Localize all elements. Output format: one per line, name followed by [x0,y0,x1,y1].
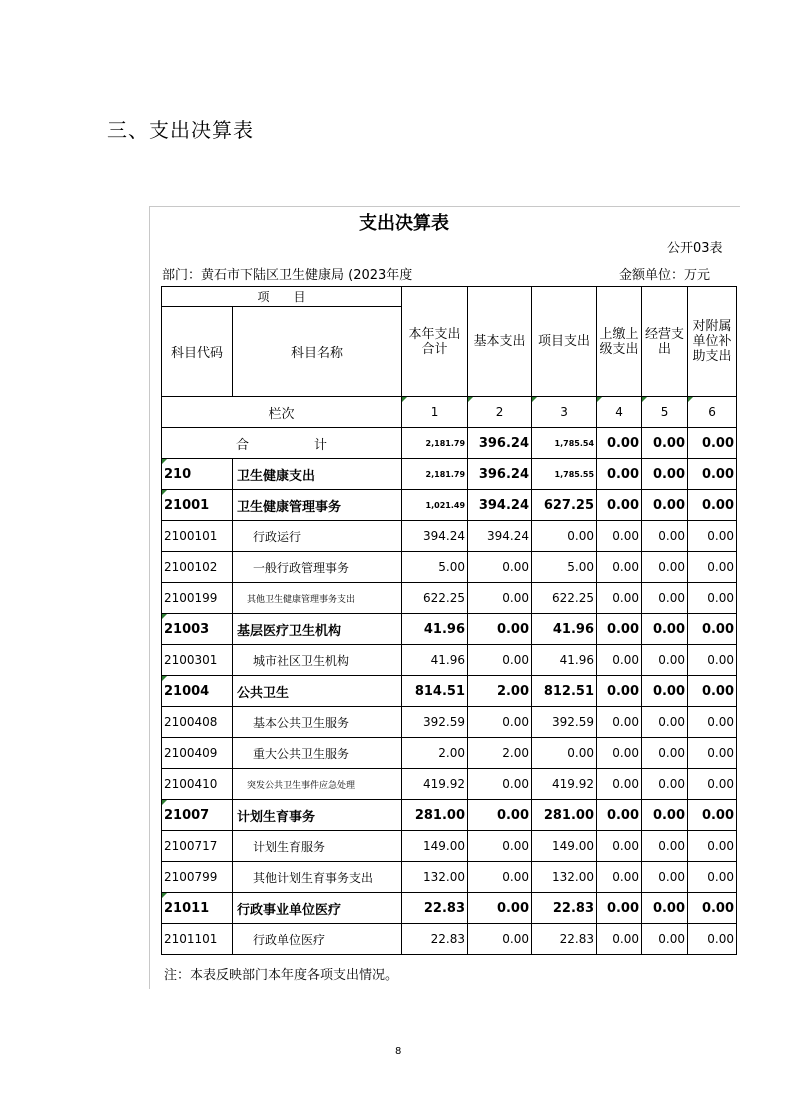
amount-cell: 0.00 [468,831,532,862]
amount-cell: 0.00 [688,707,737,738]
subject-name: 基本公共卫生服务 [233,707,402,738]
amount-cell: 0.00 [688,490,737,521]
subject-name: 其他卫生健康管理事务支出 [233,583,402,614]
amount-cell: 0.00 [688,521,737,552]
amount-cell: 0.00 [642,738,688,769]
amount-cell: 0.00 [642,490,688,521]
amount-cell: 0.00 [468,924,532,955]
amount-cell: 0.00 [597,614,642,645]
amount-cell: 622.25 [532,583,597,614]
form-code: 公开03表 [667,241,723,256]
amount-cell: 392.59 [402,707,468,738]
amount-cell: 41.96 [532,645,597,676]
expenditure-table [161,286,737,955]
amount-cell: 0.00 [597,676,642,707]
subject-code: 21011 [162,893,233,924]
amount-cell: 0.00 [468,614,532,645]
amount-cell: 132.00 [532,862,597,893]
subject-code: 2100408 [162,707,233,738]
amount-cell: 0.00 [642,707,688,738]
amount-cell: 419.92 [402,769,468,800]
amount-cell: 0.00 [642,800,688,831]
subject-name: 行政单位医疗 [233,924,402,955]
amount-cell: 281.00 [402,800,468,831]
amount-cell: 5.00 [532,552,597,583]
header-basic: 基本支出 [468,287,532,397]
amount-cell: 0.00 [642,676,688,707]
total-value: 1,785.54 [532,428,597,459]
table-row [162,831,737,862]
subject-name: 卫生健康管理事务 [233,490,402,521]
amount-cell: 0.00 [642,614,688,645]
amount-cell: 0.00 [597,645,642,676]
header-upper: 上缴上级支出 [597,287,642,397]
amount-cell: 396.24 [468,459,532,490]
amount-cell: 0.00 [468,645,532,676]
amount-cell: 0.00 [688,645,737,676]
amount-cell: 22.83 [532,893,597,924]
section-heading: 三、支出决算表 [107,118,254,142]
amount-cell: 0.00 [597,707,642,738]
subject-code: 2100409 [162,738,233,769]
column-number: 4 [597,397,642,428]
amount-cell: 0.00 [468,800,532,831]
amount-cell: 2.00 [468,676,532,707]
amount-cell: 0.00 [597,924,642,955]
subject-code: 2100199 [162,583,233,614]
column-number-row [162,397,737,428]
page-number: 8 [395,1046,402,1057]
amount-cell: 0.00 [688,831,737,862]
column-number: 2 [468,397,532,428]
amount-cell: 0.00 [468,707,532,738]
subject-name: 公共卫生 [233,676,402,707]
column-number-label: 栏次 [162,397,402,428]
amount-cell: 1,021.49 [402,490,468,521]
total-label: 合 计 [162,428,402,459]
subject-code: 2100799 [162,862,233,893]
amount-cell: 394.24 [402,521,468,552]
amount-cell: 0.00 [642,769,688,800]
subject-name: 计划生育服务 [233,831,402,862]
subject-name: 其他计划生育事务支出 [233,862,402,893]
amount-cell: 2.00 [468,738,532,769]
amount-cell: 394.24 [468,521,532,552]
subject-code: 2100410 [162,769,233,800]
subject-name: 基层医疗卫生机构 [233,614,402,645]
amount-cell: 812.51 [532,676,597,707]
amount-cell: 0.00 [642,521,688,552]
subject-name: 计划生育事务 [233,800,402,831]
subject-code: 2100101 [162,521,233,552]
amount-cell: 0.00 [597,893,642,924]
amount-cell: 0.00 [688,676,737,707]
total-row [162,428,737,459]
column-number: 6 [688,397,737,428]
amount-cell: 0.00 [688,924,737,955]
amount-cell: 0.00 [597,552,642,583]
table-row [162,769,737,800]
header-business: 经营支出 [642,287,688,397]
amount-cell: 41.96 [402,645,468,676]
table-row [162,707,737,738]
amount-cell: 0.00 [642,862,688,893]
subject-code: 210 [162,459,233,490]
amount-cell: 2,181.79 [402,459,468,490]
table-row [162,645,737,676]
amount-cell: 22.83 [532,924,597,955]
header-name: 科目名称 [233,307,402,397]
amount-cell: 0.00 [597,459,642,490]
subject-code: 2100717 [162,831,233,862]
amount-cell: 0.00 [688,459,737,490]
amount-cell: 1,785.55 [532,459,597,490]
table-row [162,800,737,831]
amount-cell: 22.83 [402,893,468,924]
total-value: 0.00 [642,428,688,459]
table-row [162,459,737,490]
amount-cell: 281.00 [532,800,597,831]
amount-cell: 0.00 [688,893,737,924]
total-value: 396.24 [468,428,532,459]
subject-name: 突发公共卫生事件应急处理 [233,769,402,800]
subject-code: 21003 [162,614,233,645]
amount-cell: 392.59 [532,707,597,738]
amount-cell: 0.00 [642,552,688,583]
amount-cell: 0.00 [642,893,688,924]
column-number: 3 [532,397,597,428]
table-row [162,676,737,707]
amount-cell: 0.00 [597,862,642,893]
table-row [162,924,737,955]
header-subsidiary: 对附属单位补助支出 [688,287,737,397]
amount-cell: 0.00 [642,831,688,862]
subject-code: 21001 [162,490,233,521]
amount-cell: 0.00 [642,645,688,676]
amount-cell: 0.00 [688,552,737,583]
amount-cell: 0.00 [597,800,642,831]
subject-name: 行政运行 [233,521,402,552]
amount-cell: 2.00 [402,738,468,769]
table-row [162,583,737,614]
amount-cell: 41.96 [532,614,597,645]
table-title: 支出决算表 [359,213,449,234]
amount-cell: 41.96 [402,614,468,645]
amount-cell: 0.00 [688,862,737,893]
amount-cell: 0.00 [532,738,597,769]
amount-cell: 622.25 [402,583,468,614]
amount-cell: 149.00 [402,831,468,862]
amount-cell: 0.00 [468,893,532,924]
amount-cell: 0.00 [468,862,532,893]
amount-cell: 0.00 [597,738,642,769]
amount-cell: 0.00 [597,831,642,862]
amount-cell: 627.25 [532,490,597,521]
unit-label: 金额单位：万元 [619,268,711,283]
amount-cell: 0.00 [597,583,642,614]
amount-cell: 0.00 [642,459,688,490]
table-row [162,614,737,645]
subject-name: 一般行政管理事务 [233,552,402,583]
amount-cell: 394.24 [468,490,532,521]
header-project: 项目支出 [532,287,597,397]
table-row [162,552,737,583]
table-row [162,862,737,893]
amount-cell: 0.00 [597,769,642,800]
header-total: 本年支出合计 [402,287,468,397]
subject-name: 重大公共卫生服务 [233,738,402,769]
amount-cell: 0.00 [597,521,642,552]
column-number: 5 [642,397,688,428]
amount-cell: 0.00 [688,738,737,769]
amount-cell: 22.83 [402,924,468,955]
amount-cell: 814.51 [402,676,468,707]
amount-cell: 0.00 [468,583,532,614]
table-row [162,521,737,552]
amount-cell: 5.00 [402,552,468,583]
amount-cell: 0.00 [688,769,737,800]
total-value: 2,181.79 [402,428,468,459]
total-value: 0.00 [688,428,737,459]
amount-cell: 0.00 [688,614,737,645]
amount-cell: 0.00 [532,521,597,552]
table-row [162,490,737,521]
subject-name: 行政事业单位医疗 [233,893,402,924]
amount-cell: 132.00 [402,862,468,893]
subject-code: 2100102 [162,552,233,583]
subject-code: 21007 [162,800,233,831]
amount-cell: 0.00 [688,583,737,614]
total-value: 0.00 [597,428,642,459]
subject-name: 卫生健康支出 [233,459,402,490]
header-code: 科目代码 [162,307,233,397]
table-row [162,893,737,924]
table-note: 注：本表反映部门本年度各项支出情况。 [164,968,399,983]
amount-cell: 0.00 [597,490,642,521]
subject-code: 21004 [162,676,233,707]
amount-cell: 0.00 [642,583,688,614]
header-item-group: 项 目 [162,287,402,307]
subject-code: 2100301 [162,645,233,676]
subject-name: 城市社区卫生机构 [233,645,402,676]
amount-cell: 0.00 [642,924,688,955]
amount-cell: 0.00 [468,552,532,583]
amount-cell: 0.00 [468,769,532,800]
amount-cell: 419.92 [532,769,597,800]
subject-code: 2101101 [162,924,233,955]
amount-cell: 149.00 [532,831,597,862]
amount-cell: 0.00 [688,800,737,831]
column-number: 1 [402,397,468,428]
table-row [162,738,737,769]
department-label: 部门：黄石市下陆区卫生健康局 (2023年度 [162,268,413,283]
